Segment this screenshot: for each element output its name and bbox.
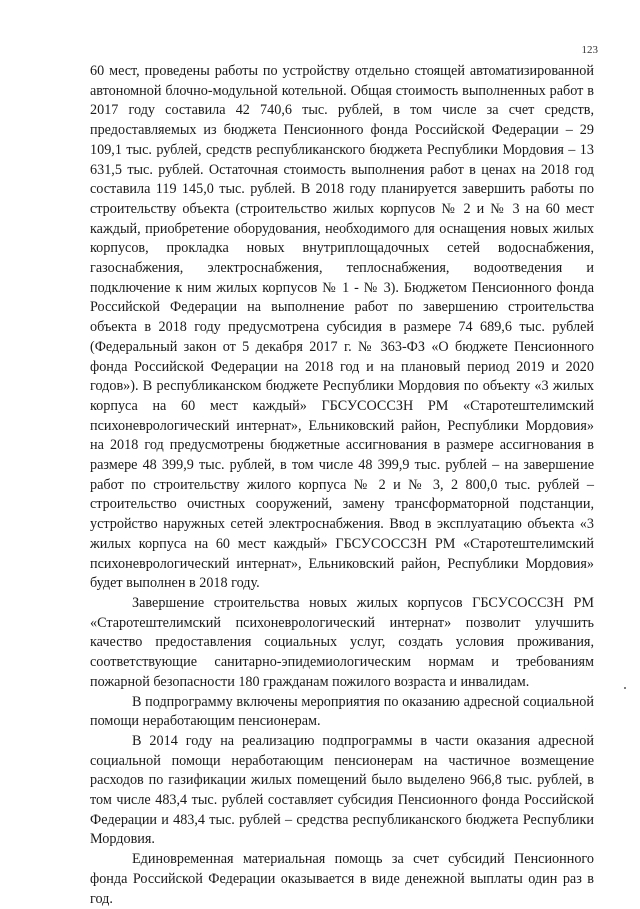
paragraph-gasification-funding: В 2014 году на реализацию подпрограммы в части оказания адресной социальной помощи неработающим пенсионерам на частичное возмещение расходов по газификации жилых помещений было выделено 966,8 тыс. рублей, в том числе 483,4 тыс. рублей составляет субсидия Пенсионного фонда Российской Федерации и 483,4 тыс. рублей – средства республиканского бюджета Республики Мордовия.	[90, 732, 594, 848]
page-number: 123	[581, 44, 598, 56]
paragraph-subprogram-measures: В подпрограмму включены мероприятия по оказанию адресной социальной помощи неработающим пенсионерам.	[90, 693, 594, 730]
paragraph-construction-outcome: Завершение строительства новых жилых корпусов ГБСУСОССЗН РМ «Старотештелимский психоневрологический интернат» позволит улучшить качество предоставления социальных услуг, создать условия проживания, соответствующие санитарно-эпидемиологическим нормам и требованиям пожарной безопасности 180 гражданам пожилого возраста и инвалидам.	[90, 594, 594, 690]
paragraph-construction-details: 60 мест, проведены работы по устройству отдельно стоящей автоматизированной автономной блочно-модульной котельной. Общая стоимость выполненных работ в 2017 году составила 42 740,6 тыс. рублей, в том числе за счет средств, предоставляемых из бюджета Пенсионного фонда Российской Федерации – 29 109,1 тыс. рублей, средств республиканского бюджета Республики Мордовия – 13 631,5 тыс. рублей. Остаточная стоимость выполнения работ в ценах на 2018 год составила 119 145,0 тыс. рублей. В 2018 году планируется завершить работы по строительству объекта (строительство жилых корпусов № 2 и № 3 на 60 мест каждый, приобретение оборудования, необходимого для оснащения новых жилых корпусов, прокладка новых внутриплощадочных сетей водоснабжения, газоснабжения, электроснабжения, теплоснабжения, водоотведения и подключение к ним жилых корпусов № 1 - № 3). Бюджетом Пенсионного фонда Российской Федерации на выполнение работ по завершению строительства объекта в 2018 году предусмотрена субсидия в размере 74 689,6 тыс. рублей (Федеральный закон от 5 декабря 2017 г. № 363-ФЗ «О бюджете Пенсионного фонда Российской Федерации на 2018 год и на плановый период 2019 и 2020 годов»). В республиканском бюджете Республики Мордовия по объекту «3 жилых корпуса на 60 мест каждый» ГБСУСОССЗН РМ «Старотештелимский психоневрологический интернат», Ельниковский район, Республики Мордовия» на 2018 год предусмотрены бюджетные ассигнования в размере ассигнования в размере 48 399,9 тыс. рублей, в том числе 48 399,9 тыс. рублей – на завершение работ по строительству жилого корпуса № 2 и № 3, 2 800,0 тыс. рублей – строительство очистных сооружений, замену трансформаторной подстанции, устройство наружных сетей электроснабжения. Ввод в эксплуатацию объекта «3 жилых корпуса на 60 мест каждый» ГБСУСОССЗН РМ «Старотештелимский психоневрологический интернат», Ельниковский район, Республики Мордовия» будет выполнен в 2018 году.	[90, 63, 594, 592]
document-body	[90, 62, 594, 909]
paragraph-one-time-assistance: Единовременная материальная помощь за счет субсидий Пенсионного фонда Российской Федерации оказывается в виде денежной выплаты один раз в год.	[90, 851, 594, 907]
scan-speck	[624, 687, 626, 689]
